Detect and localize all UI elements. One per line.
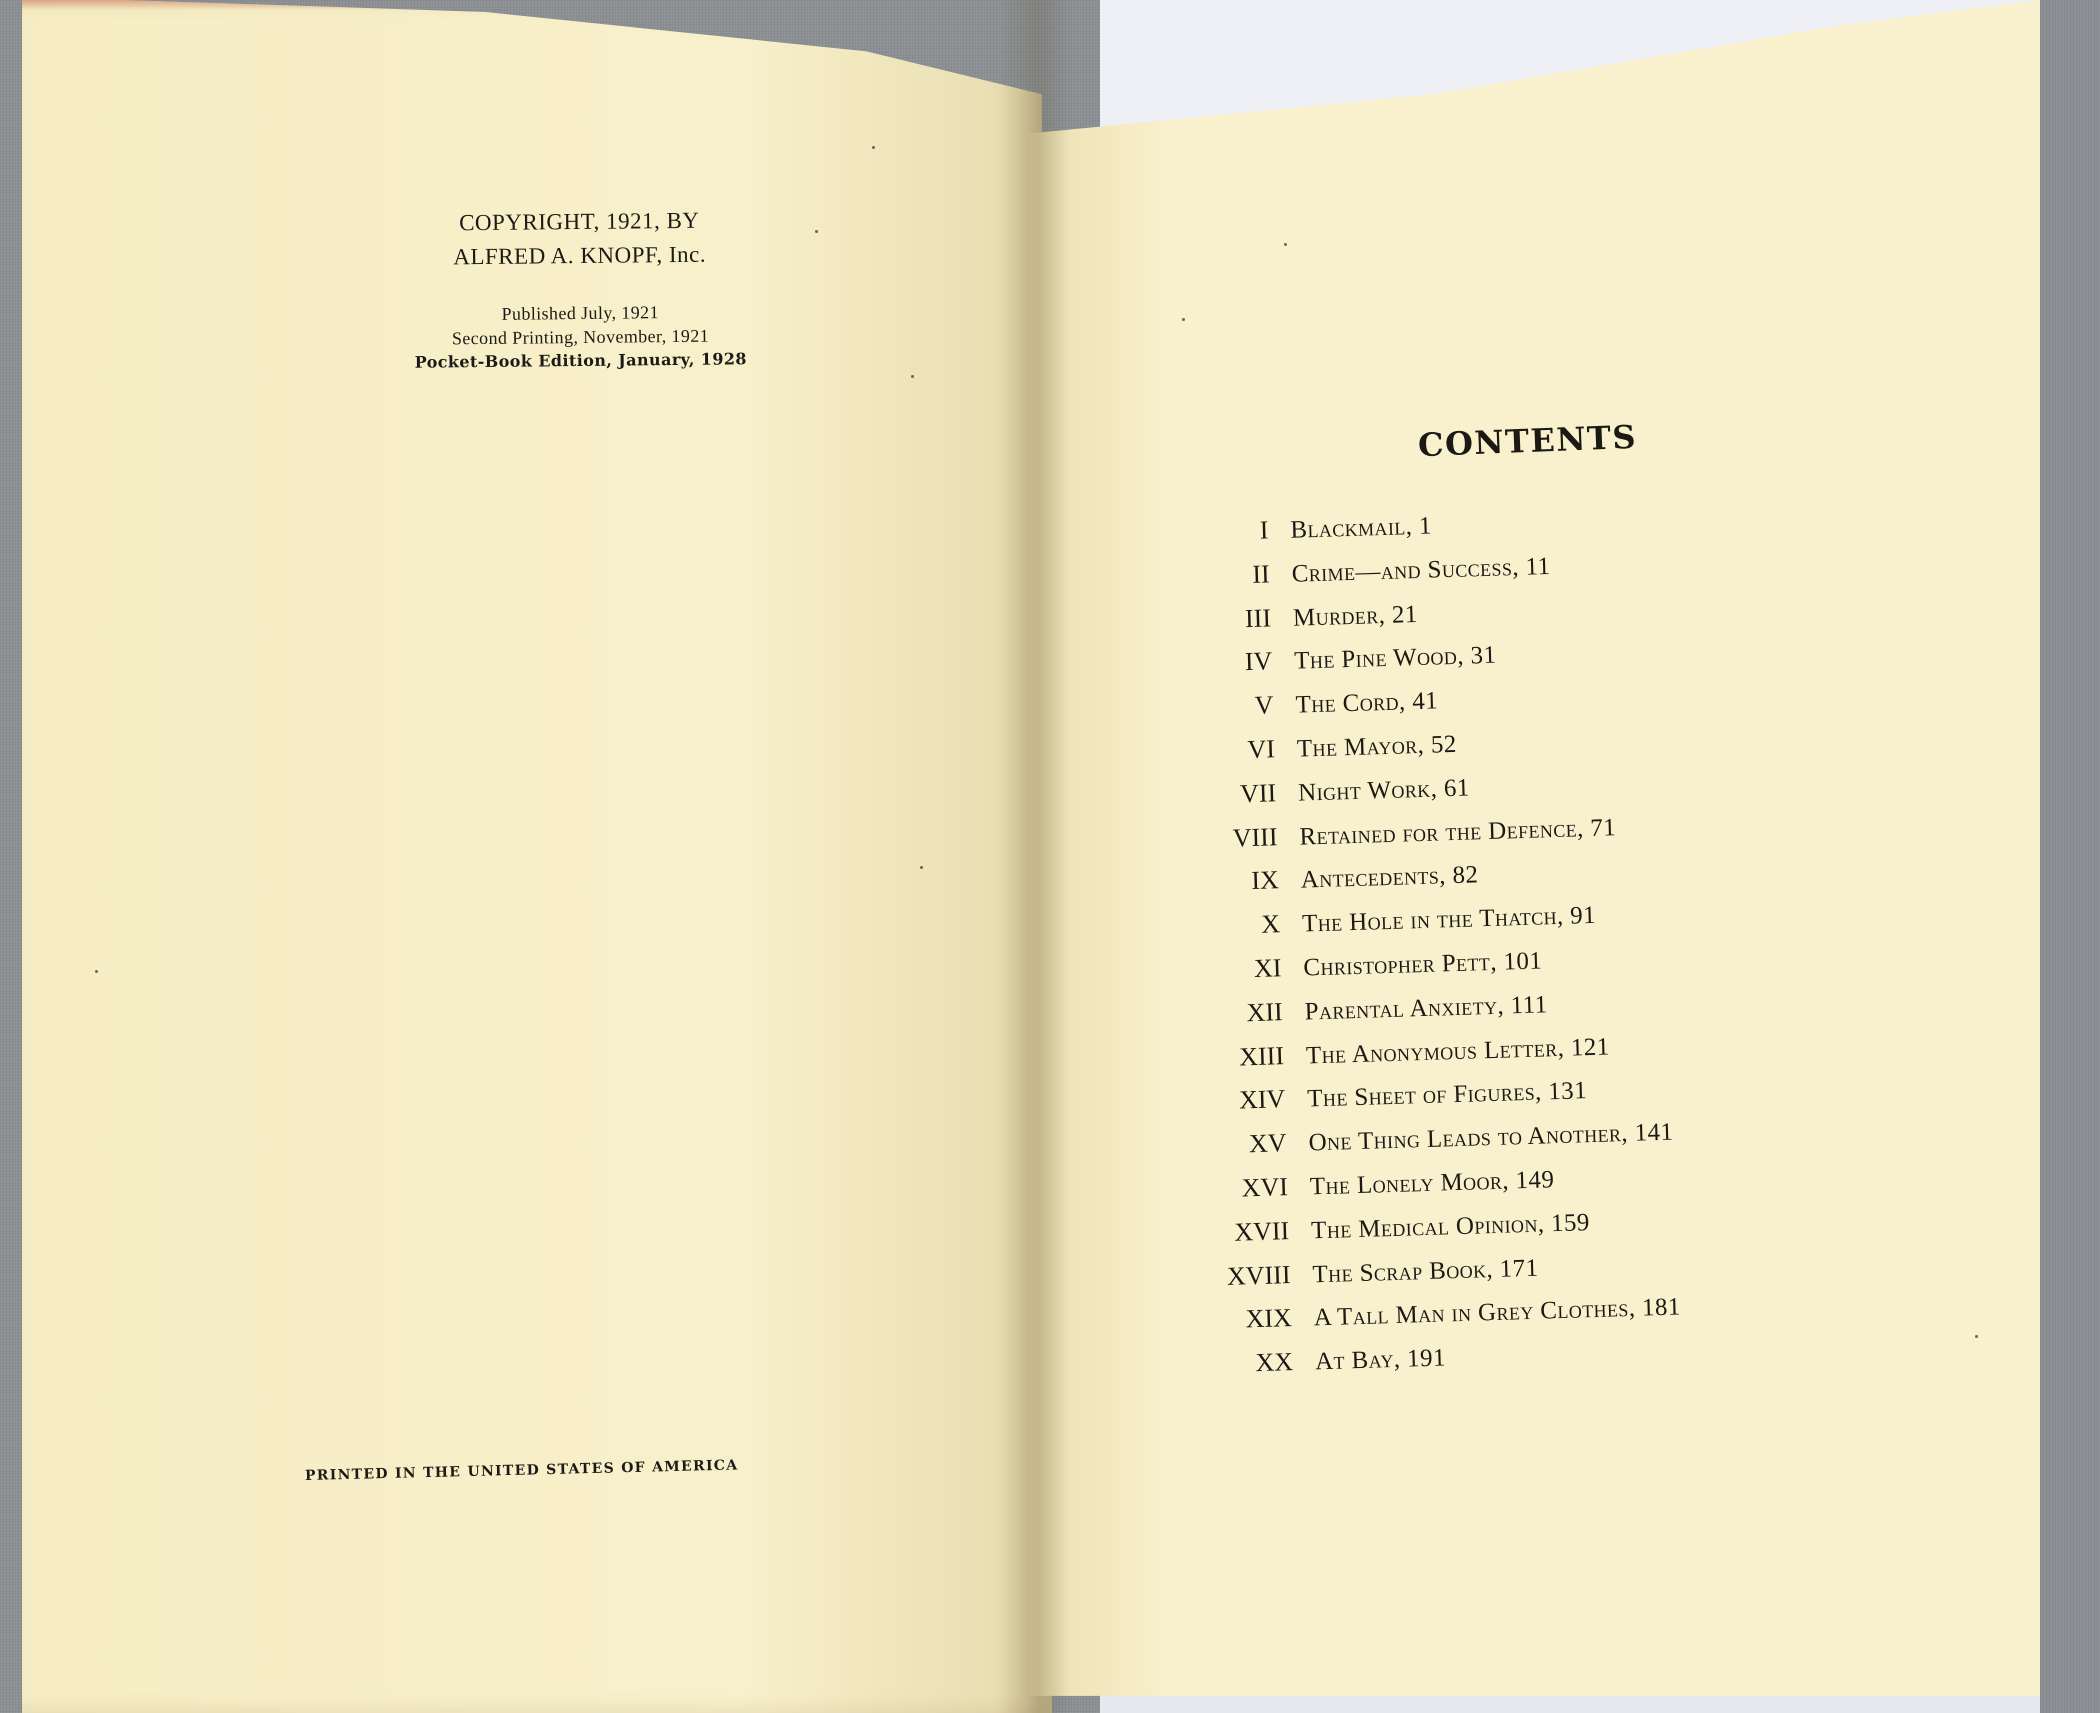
chapter-title: A Tall Man in Grey Clothes, 181 [1313, 1293, 1682, 1332]
chapter-number: VIII [1232, 821, 1278, 853]
chapter-number: X [1260, 909, 1281, 939]
chapter-number: III [1244, 602, 1272, 633]
chapter-number: XIV [1238, 1084, 1286, 1115]
paper-speck [95, 970, 98, 973]
chapter-number: IV [1244, 646, 1273, 677]
chapter-number: XVII [1233, 1215, 1290, 1247]
chapter-number: VII [1239, 778, 1277, 809]
gutter-shadow [1000, 0, 1070, 1713]
chapter-title: Parental Anxiety, 111 [1304, 991, 1548, 1026]
chapter-number: XX [1255, 1347, 1294, 1378]
chapter-title: The Hole in the Thatch, 91 [1301, 902, 1597, 938]
chapter-number: XV [1248, 1128, 1288, 1159]
table-of-contents [1180, 499, 1846, 1394]
chapter-title: The Medical Opinion, 159 [1310, 1208, 1591, 1245]
chapter-title: Murder, 21 [1292, 600, 1419, 632]
chapter-number: XIX [1245, 1303, 1293, 1334]
chapter-title: Retained for the Defence, 71 [1299, 813, 1617, 851]
chapter-title: The Anonymous Letter, 121 [1305, 1033, 1610, 1070]
chapter-title: Blackmail, 1 [1290, 512, 1433, 544]
cover-cloth-right [2040, 0, 2100, 1713]
chapter-number: XVI [1241, 1172, 1289, 1203]
pocket-edition: Pocket-Book Edition, January, 1928 [414, 349, 747, 372]
printed-in-usa: PRINTED IN THE UNITED STATES OF AMERICA [304, 1457, 739, 1484]
chapter-number: XII [1246, 996, 1284, 1028]
published-date: Published July, 1921 [501, 302, 660, 324]
copyright-line: COPYRIGHT, 1921, BY [458, 207, 700, 236]
copyright-block [359, 203, 801, 376]
chapter-number: I [1259, 515, 1269, 545]
chapter-title: The Lonely Moor, 149 [1309, 1166, 1555, 1201]
paper-speck [911, 375, 914, 378]
chapter-number: XVIII [1226, 1259, 1291, 1291]
paper-speck [920, 866, 923, 869]
chapter-number: VI [1247, 734, 1276, 765]
chapter-title: The Pine Wood, 31 [1293, 642, 1497, 676]
paper-speck [815, 230, 818, 233]
chapter-number: XIII [1238, 1040, 1285, 1072]
chapter-number: XI [1253, 953, 1282, 983]
chapter-title: Night Work, 61 [1297, 774, 1471, 807]
chapter-number: V [1254, 690, 1275, 721]
chapter-title: Antecedents, 82 [1300, 861, 1479, 894]
chapter-title: Crime—and Success, 11 [1291, 552, 1551, 588]
chapter-title: The Cord, 41 [1295, 687, 1439, 719]
chapter-number: II [1251, 559, 1271, 589]
chapter-title: At Bay, 191 [1314, 1344, 1447, 1376]
paper-speck [872, 146, 875, 149]
paper-speck [1182, 318, 1185, 321]
paper-speck [1284, 243, 1287, 246]
publisher-line: ALFRED A. KNOPF, Inc. [453, 241, 707, 270]
chapter-title: Christopher Pett, 101 [1303, 947, 1543, 982]
chapter-title: The Mayor, 52 [1296, 730, 1458, 763]
second-printing: Second Printing, November, 1921 [451, 325, 710, 349]
chapter-title: One Thing Leads to Another, 141 [1308, 1118, 1674, 1157]
chapter-number: IX [1250, 865, 1280, 896]
chapter-title: The Sheet of Figures, 131 [1306, 1077, 1588, 1113]
contents-heading: CONTENTS [1417, 417, 1638, 465]
paper-speck [1975, 1335, 1978, 1338]
chapter-title: The Scrap Book, 171 [1312, 1254, 1539, 1288]
